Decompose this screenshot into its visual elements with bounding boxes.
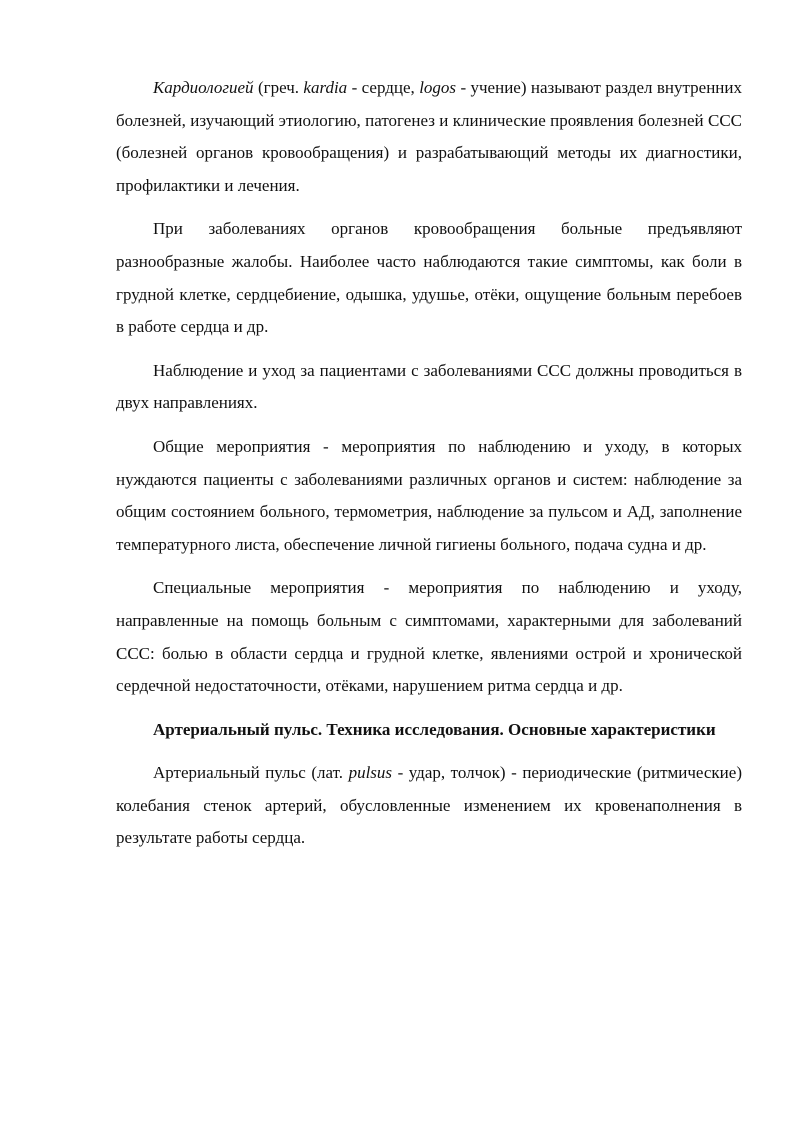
text-segment: - удар, толчок) - периодические (ритмические) колебания стенок артерий, обусловленные изменением их кровенаполнения в результате работы сердца.	[116, 763, 742, 848]
term-kardia: kardia	[303, 78, 348, 97]
text-segment: - сердце,	[347, 78, 420, 97]
term-logos: logos	[419, 78, 457, 97]
text-segment: (греч.	[253, 78, 304, 97]
paragraph-cardiology-definition	[116, 72, 742, 202]
paragraph-general-measures: Общие мероприятия - мероприятия по наблюдению и уходу, в которых нуждаются пациенты с заболеваниями различных органов и систем: наблюдение за общим состоянием больного, термометрия, наблюдение за пульсом и АД, заполнение температурного листа, обеспечение личной гигиены больного, подача судна и др.	[116, 436, 742, 554]
paragraph-complaints: При заболеваниях органов кровообращения больные предъявляют разнообразные жалобы. Наиболее часто наблюдаются такие симптомы, как боли в грудной клетке, сердцебиение, одышка, удушье, отёки, ощущение больным перебоев в работе сердца и др.	[116, 219, 742, 337]
paragraph-special-measures: Специальные мероприятия - мероприятия по наблюдению и уходу, направленные на помощь больным с симптомами, характерными для заболеваний ССС: болью в области сердца и грудной клетке, явлениями острой и хронической сердечной недостаточности, отёками, нарушением ритма сердца и др.	[116, 578, 742, 696]
paragraph-arterial-pulse-definition	[116, 757, 742, 855]
section-heading-arterial-pulse: Артериальный пульс. Техника исследования. Основные характеристики	[153, 719, 716, 739]
term-cardiology: Кардиологией	[153, 78, 254, 97]
paragraph-care-directions: Наблюдение и уход за пациентами с заболеваниями ССС должны проводиться в двух направлениях.	[116, 360, 742, 413]
document-page	[116, 72, 742, 866]
term-pulsus: pulsus	[348, 763, 393, 783]
text-segment: Артериальный пульс (лат.	[153, 763, 349, 783]
text-segment: - учение) называют раздел внутренних болезней, изучающий этиологию, патогенез и клинические проявления болезней ССС (болезней органов кровообращения) и разрабатывающий методы их диагностики, профилактики и лечения.	[116, 78, 742, 195]
